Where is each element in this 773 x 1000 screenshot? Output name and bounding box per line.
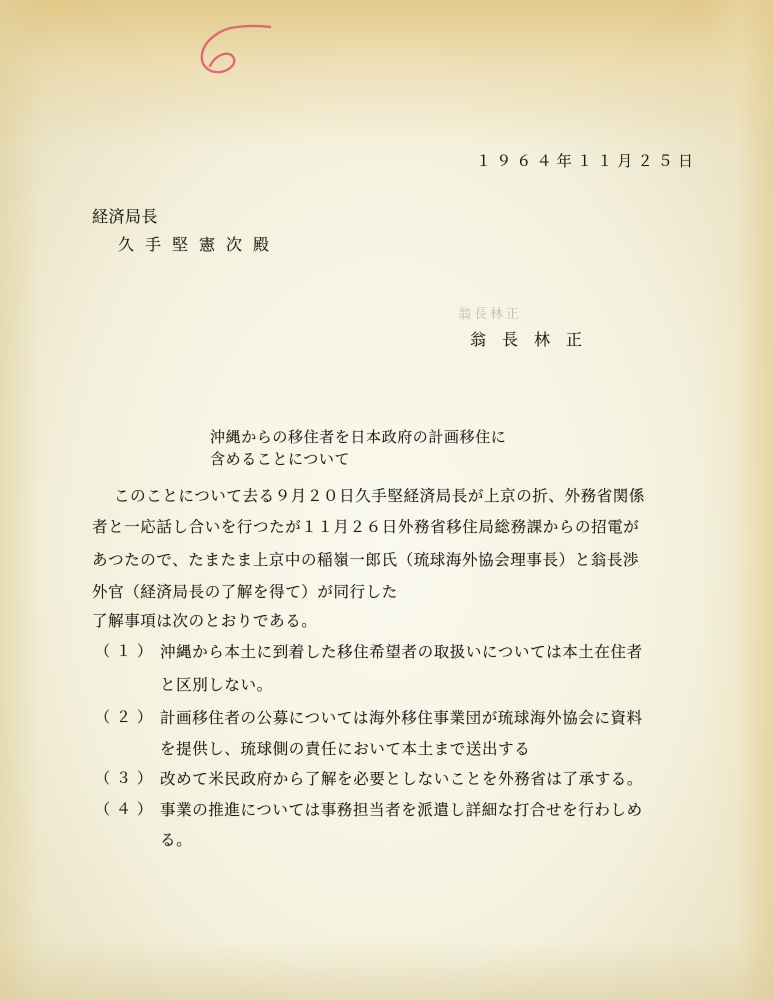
item-text: 計画移住者の公募については海外移住事業団が琉球海外協会に資料 <box>160 709 643 727</box>
item-text: 事業の推進については事務担当者を派遣し詳細な打合せを行わしめ <box>160 801 643 819</box>
body-line: このことについて去る９月２０日久手堅経済局長が上京の折、外務省関係 <box>114 487 645 505</box>
item-text: を提供し、琉球側の責任において本土まで送出する <box>160 740 531 758</box>
document-date: １９６４年１１月２５日 <box>476 152 699 170</box>
item-number: （４） <box>95 800 159 818</box>
item-number: （１） <box>95 642 159 660</box>
sender-ghost-impression: 翁長林正 <box>458 307 523 322</box>
body-line: 了解事項は次のとおりである。 <box>92 612 318 630</box>
subject-line-2: 含めることについて <box>210 450 351 468</box>
sender-name: 翁長林正 <box>470 330 599 349</box>
handwritten-number-mark <box>190 22 280 82</box>
item-text: と区別しない。 <box>160 676 273 694</box>
body-line: 者と一応話し合いを行つたが１１月２６日外務省移住局総務課からの招電が <box>92 518 640 536</box>
item-text: 沖縄から本土に到着した移住希望者の取扱いについては本土在住者 <box>160 643 643 661</box>
addressee-name: 久手堅憲次殿 <box>118 235 281 254</box>
paper-stain-left <box>0 0 40 1000</box>
item-number: （２） <box>95 708 159 726</box>
paper-stain-right <box>703 0 773 1000</box>
item-text: 改めて米民政府から了解を必要としないことを外務省は了承する。 <box>160 770 644 788</box>
item-number: （３） <box>95 769 159 787</box>
addressee-title: 経済局長 <box>92 207 159 226</box>
paper-stain-top <box>0 0 773 150</box>
item-text: る。 <box>160 831 193 849</box>
body-line: あつたので、たまたま上京中の稲嶺一郎氏（琉球海外協会理事長）と翁長渉 <box>92 551 640 569</box>
paper-stain-bottom <box>0 940 773 1000</box>
subject-line-1: 沖縄からの移住者を日本政府の計画移住に <box>210 428 507 446</box>
body-line: 外官（経済局長の了解を得て）が同行した <box>92 583 398 601</box>
